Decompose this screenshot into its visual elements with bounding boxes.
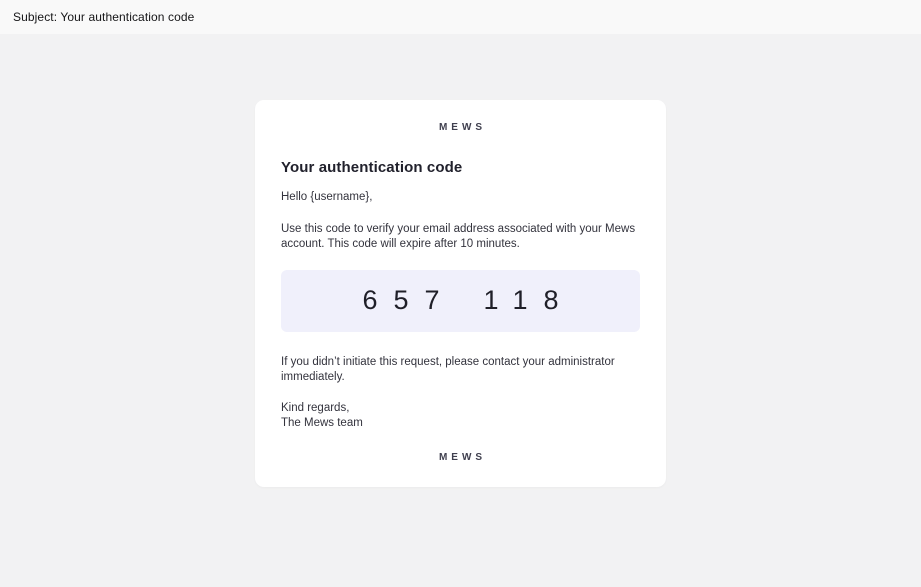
body-paragraph (281, 222, 640, 253)
auth-code-group-1: 657 (362, 285, 456, 315)
warning-line-2: immediately. (281, 371, 345, 383)
subject-bar (0, 0, 921, 34)
warning-line-1: If you didn’t initiate this request, please contact your administrator (281, 355, 615, 368)
email-card (255, 100, 666, 487)
warning-paragraph (281, 355, 640, 386)
auth-code-box (281, 270, 640, 332)
body-line-1: Use this code to verify your email address associated with your Mews (281, 222, 636, 235)
signoff-line-1: Kind regards, (281, 401, 350, 414)
email-subject-text: Subject: Your authentication code (13, 10, 195, 24)
mews-footer-logo: MEWS (438, 451, 487, 463)
email-heading: Your authentication code (281, 159, 463, 176)
signoff-line-2: The Mews team (281, 417, 363, 429)
body-line-2: account. This code will expire after 10 minutes. (281, 238, 520, 250)
auth-code-group-2: 118 (483, 285, 575, 315)
signoff (281, 401, 640, 432)
mews-logo: MEWS (438, 122, 487, 133)
greeting-text: Hello {username}, (281, 191, 373, 203)
